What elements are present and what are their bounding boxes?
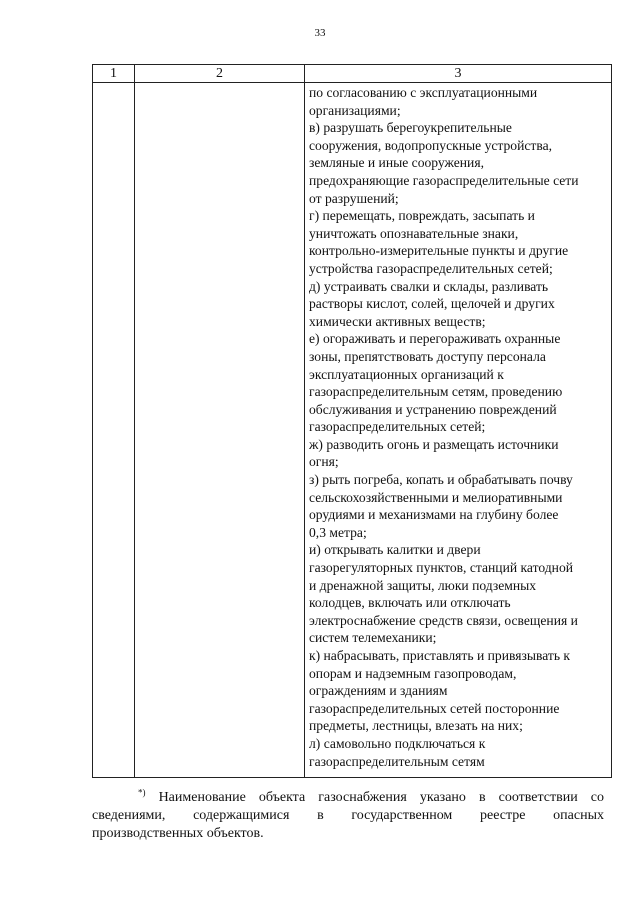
cell-text-line: земляные и иные сооружения, [309, 155, 484, 171]
cell-text-line: в) разрушать берегоукрепительные [309, 120, 512, 136]
cell-text-line: электроснабжение средств связи, освещения и [309, 612, 578, 628]
cell-text-line: предметы, лестницы, влезать на них; [309, 718, 523, 734]
column-header-3: 3 [305, 65, 612, 83]
cell-text-line: организациями; [309, 102, 401, 118]
cell-text-line: д) устраивать свалки и склады, разливать [309, 278, 549, 294]
cell-text-line: г) перемещать, повреждать, засыпать и [309, 208, 535, 224]
footnote-line-2: сведениями, содержащимися в государственном реестре опасных [92, 808, 604, 823]
cell-text-line: и) открывать калитки и двери [309, 542, 481, 558]
cell-text-line: к) набрасывать, приставлять и привязывать к [309, 648, 571, 663]
cell-text-line: контрольно-измерительные пункты и другие [309, 243, 569, 259]
table-row [93, 83, 612, 778]
cell-text-line: л) самовольно подключаться к [309, 735, 486, 751]
cell-text-line: газораспределительным сетям, проведению [309, 384, 563, 400]
column-header-1: 1 [93, 65, 135, 83]
footnote [92, 789, 604, 843]
cell-text-line: ж) разводить огонь и размещать источники [309, 436, 559, 452]
footnote-line-1 [92, 789, 604, 807]
document-table [92, 64, 612, 778]
cell-text-line: сооружения, водопропускные устройства, [309, 137, 553, 153]
cell-text-line: сельскохозяйственными и мелиоративными [309, 489, 563, 505]
cell-text-line: систем телемеханики; [309, 630, 437, 646]
footnote-line-3: производственных объектов. [92, 826, 264, 841]
cell-text-line: уничтожать опознавательные знаки, [309, 225, 519, 241]
cell-text-line: химически активных веществ; [309, 313, 486, 329]
cell-text-line: устройства газораспределительных сетей; [309, 260, 553, 276]
cell-text-line: обслуживания и устранению повреждений [309, 401, 557, 417]
cell-text-line: орудиями и механизмами на глубину более [309, 507, 559, 523]
cell-text-line: 0,3 метра; [309, 524, 367, 540]
cell-text-line: газораспределительных сетей посторонние [309, 700, 560, 716]
column-header-2: 2 [135, 65, 305, 83]
cell-text-line: по согласованию с эксплуатационными [309, 85, 538, 100]
cell-text-line: з) рыть погреба, копать и обрабатывать почву [309, 472, 573, 488]
cell-text-line: растворы кислот, солей, щелочей и других [309, 296, 555, 312]
cell-text-line: ограждениям и зданиям [309, 683, 448, 699]
cell-text-line: опорам и надземным газопроводам, [309, 665, 517, 681]
cell-text-line: колодцев, включать или отключать [309, 595, 511, 611]
table-header-row [93, 65, 612, 83]
cell-text-line: и дренажной защиты, люки подземных [309, 577, 537, 593]
cell-text-line: эксплуатационных организаций к [309, 366, 504, 382]
cell-text-line: предохраняющие газораспределительные сети [309, 172, 579, 188]
cell-text-line: е) огораживать и перегораживать охранные [309, 331, 561, 347]
page-number: 33 [314, 27, 326, 39]
cell-text-line: от разрушений; [309, 190, 399, 206]
footnote-mark: *) [138, 787, 146, 798]
cell-text-line: огня; [309, 454, 339, 470]
footnote-text-1: Наименование объекта газоснабжения указано в соответствии со [158, 790, 604, 805]
table-cell-col3 [305, 83, 612, 778]
table-cell-col2 [135, 83, 305, 778]
cell-text-line: зоны, препятствовать доступу персонала [309, 348, 546, 364]
cell-text-line: газораспределительным сетям [309, 753, 485, 769]
cell-text-line: газорегуляторных пунктов, станций катодной [309, 560, 574, 576]
table-cell-col1 [93, 83, 135, 778]
cell-text-line: газораспределительных сетей; [309, 419, 486, 435]
